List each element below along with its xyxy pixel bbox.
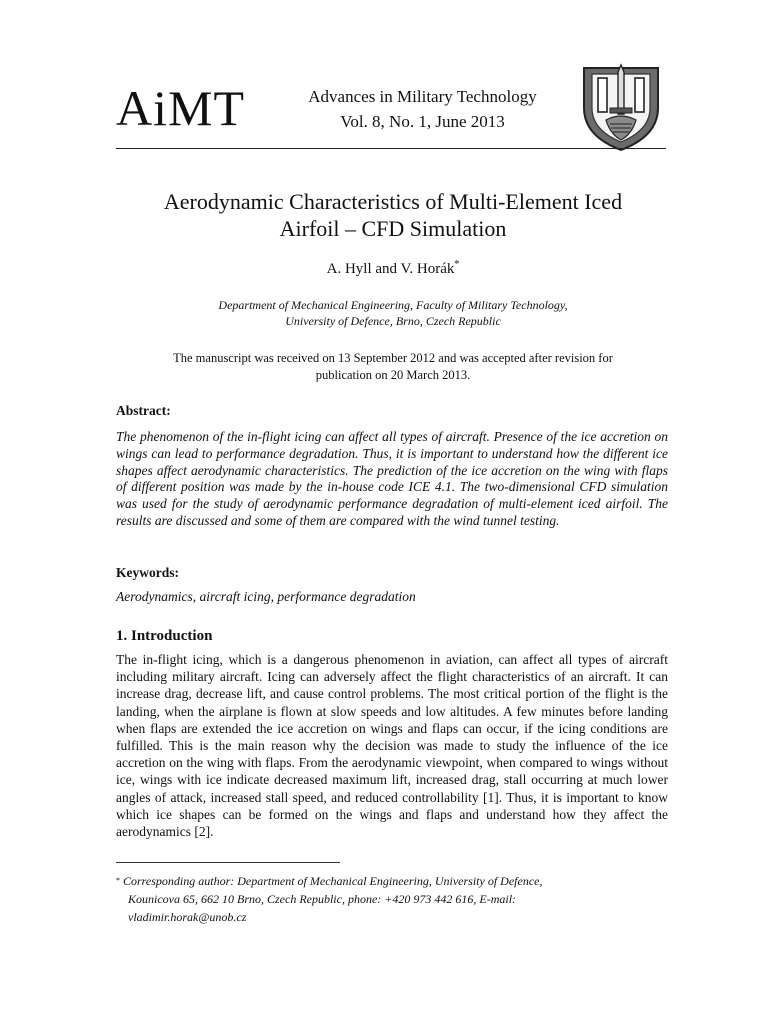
introduction-paragraph: The in-flight icing, which is a dangerous phenomenon in aviation, can affect all types of aircraft including military aircraft. Icing can adversely affect the flight characteristics of an aircraft. It can increase drag, decrease lift, and cause control problems. The most critical portion of the flight is the landing, when the airplane is flown at slow speeds and low altitudes. A few minutes before landing when flaps are extended the ice accretion on wings and flaps can occur, if the icing conditions are fulfilled. This is the main reason why the decision was made to study the influence of the ice accretion on the wing with flaps. From the aerodynamic viewpoint, when compared to wings without ice, wings with ice indicate decreased maximum lift, increased drag, stall occurring at much lower angles of attack, increased stall speed, and reduced controllability [1]. Thus, it is important to know which ice shapes can be formed on the wings and flaps and understand how they affect the aerodynamics [2]. bbox=[116, 652, 668, 840]
section-heading-introduction: 1. Introduction bbox=[116, 628, 213, 644]
footnote-email: vladimir.horak@unob.cz bbox=[128, 910, 247, 924]
header-divider bbox=[116, 148, 666, 149]
journal-name: Advances in Military Technology bbox=[308, 87, 537, 106]
footnote-mark: * bbox=[116, 876, 120, 885]
paper-authors bbox=[116, 259, 670, 278]
keywords-text: Aerodynamics, aircraft icing, performance degradation bbox=[116, 589, 416, 604]
manuscript-dates bbox=[116, 350, 670, 384]
author-footnote-mark: * bbox=[454, 259, 460, 270]
dates-line-2: publication on 20 March 2013. bbox=[315, 368, 471, 382]
journal-brand: AiMT bbox=[116, 80, 245, 136]
paper-title bbox=[116, 188, 670, 242]
volume-info: Vol. 8, No. 1, June 2013 bbox=[340, 112, 505, 131]
footnote-line-2: Kounicova 65, 662 10 Brno, Czech Republic, phone: +420 973 442 616, E-mail: bbox=[128, 892, 517, 906]
title-line-2: Airfoil – CFD Simulation bbox=[279, 216, 507, 241]
footnote-divider bbox=[116, 862, 340, 863]
abstract-text: The phenomenon of the in-flight icing can affect all types of aircraft. Presence of the ice accretion on wings can lead to performance degradation. Thus, it is important to understand how the different ice shapes affect aerodynamic characteristics. The prediction of the ice accretion on the wing with flaps of different position was made by the in-house code ICE 4.1. The two-dimensional CFD simulation was used for the study of aerodynamic performance degradation of multi-element iced airfoil. The results are discussed and some of them are compared with the wind tunnel testing. bbox=[116, 429, 668, 528]
footnote-line-1: Corresponding author: Department of Mechanical Engineering, University of Defence, bbox=[123, 874, 543, 888]
journal-info bbox=[250, 84, 595, 134]
dates-line-1: The manuscript was received on 13 September 2012 and was accepted after revision for bbox=[173, 351, 613, 365]
university-emblem-icon bbox=[580, 62, 662, 152]
abstract-label: Abstract: bbox=[116, 403, 171, 418]
affiliation-line-2: University of Defence, Brno, Czech Republic bbox=[285, 314, 501, 328]
affiliation-line-1: Department of Mechanical Engineering, Faculty of Military Technology, bbox=[218, 298, 568, 312]
authors-names: A. Hyll and V. Horák bbox=[326, 261, 455, 277]
keywords-label: Keywords: bbox=[116, 565, 179, 580]
title-line-1: Aerodynamic Characteristics of Multi-Element Iced bbox=[163, 189, 623, 214]
footnote bbox=[116, 872, 668, 926]
affiliation bbox=[116, 297, 670, 329]
